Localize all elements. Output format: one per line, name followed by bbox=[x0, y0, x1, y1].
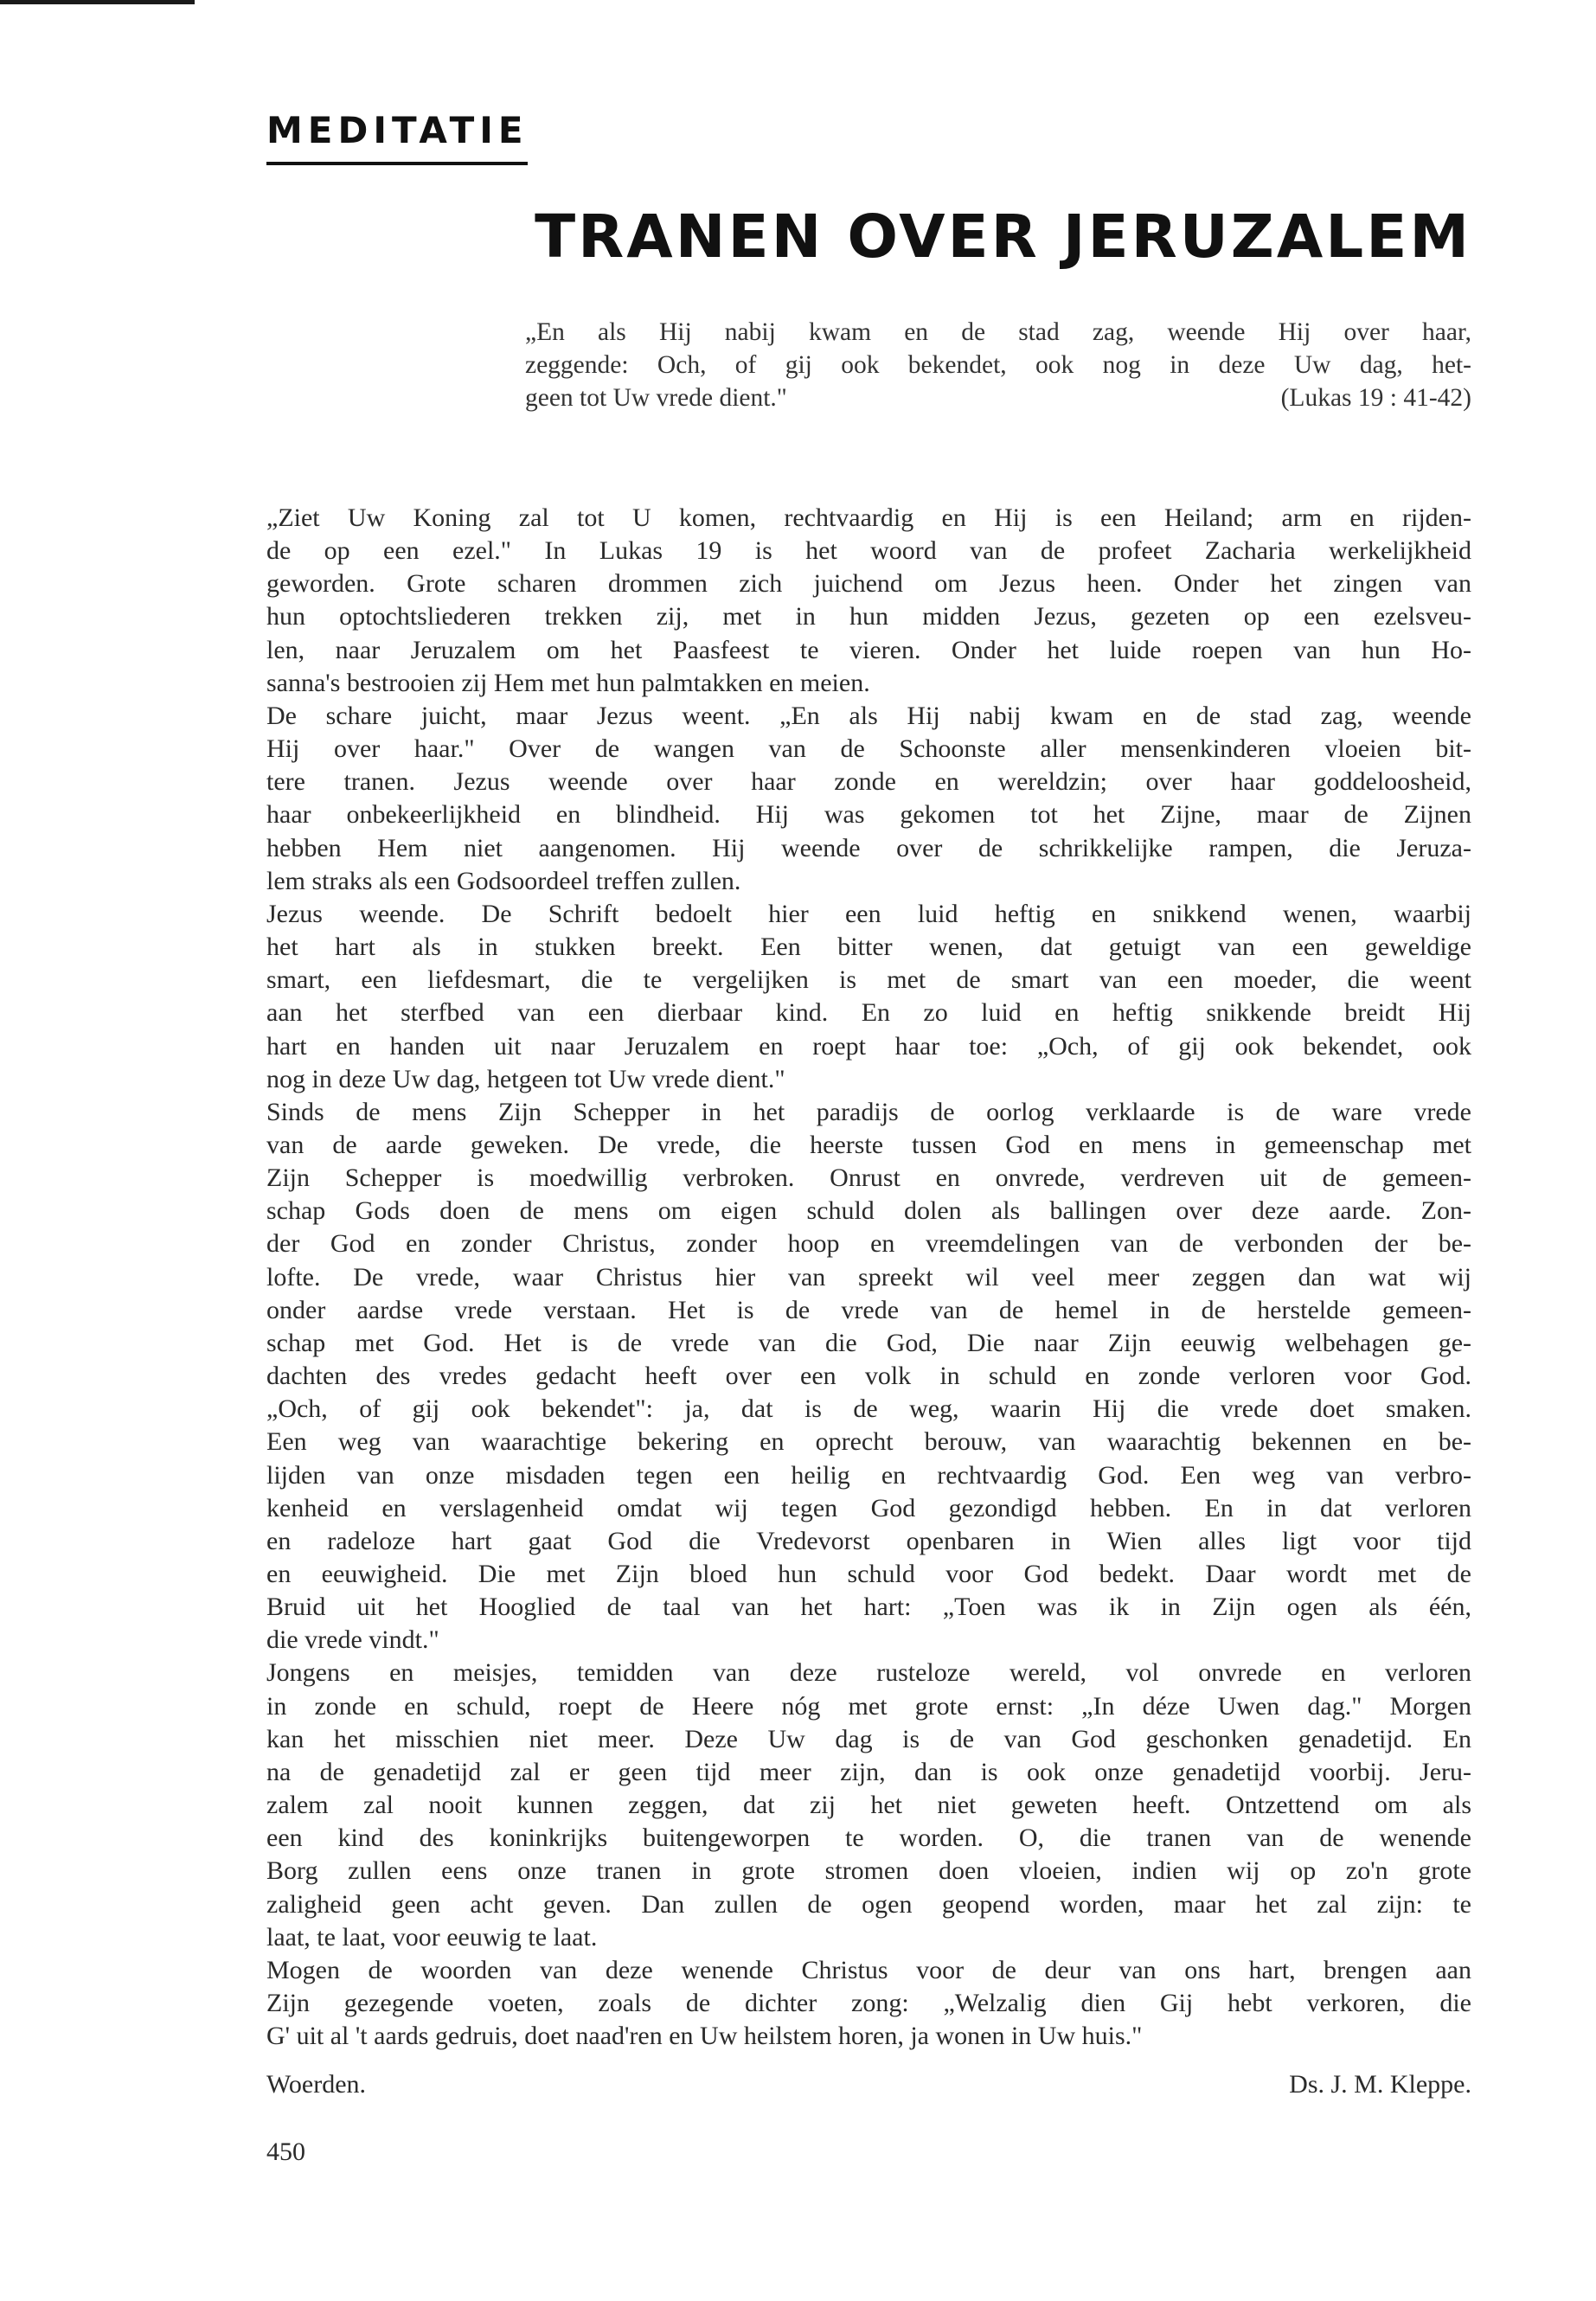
signature-line bbox=[266, 2072, 1471, 2098]
text-line: Hij over haar." Over de wangen van de Schoonste aller mensenkinderen vloeien bit- bbox=[266, 734, 1471, 764]
text-line: G' uit al 't aards gedruis, doet naad'ren en Uw heilstem horen, ja wonen in Uw huis." bbox=[266, 2022, 1143, 2051]
author-name: Ds. J. M. Kleppe. bbox=[1289, 2070, 1471, 2099]
text-line: het hart als in stukken breekt. Een bitter wenen, dat getuigt van een geweldige bbox=[266, 933, 1471, 962]
text-line: en radeloze hart gaat God die Vredevorst openbaren in Wien alles ligt voor tijd bbox=[266, 1526, 1471, 1555]
text-line: Bruid uit het Hooglied de taal van het hart: „Toen was ik in Zijn ogen als één, bbox=[266, 1593, 1471, 1622]
text-line: laat, te laat, voor eeuwig te laat. bbox=[266, 1922, 598, 1952]
article-body bbox=[266, 502, 1471, 2053]
text-line: zalem zal nooit kunnen zeggen, dat zij het niet geweten heeft. Ontzettend om als bbox=[266, 1791, 1471, 1820]
top-edge-mark bbox=[0, 0, 195, 4]
text-line: Zijn Schepper is moedwillig verbroken. Onrust en onvrede, verdreven uit de gemeen- bbox=[266, 1163, 1471, 1193]
text-line: hart en handen uit naar Jeruzalem en roept haar toe: „Och, of gij ook bekendet, ook bbox=[266, 1031, 1471, 1061]
text-line: nog in deze Uw dag, hetgeen tot Uw vrede dient." bbox=[266, 1064, 785, 1093]
epigraph-line: geen tot Uw vrede dient." bbox=[525, 384, 787, 412]
text-line: Sinds de mens Zijn Schepper in het paradijs de oorlog verklaarde is de ware vrede bbox=[266, 1097, 1471, 1126]
text-line: len, naar Jeruzalem om het Paasfeest te vieren. Onder het luide roepen van hun Ho- bbox=[266, 635, 1471, 664]
text-line: van de aarde geweken. De vrede, die heerste tussen God en mens in gemeenschap met bbox=[266, 1130, 1471, 1159]
paragraph bbox=[266, 898, 1471, 1096]
text-line: tere tranen. Jezus weende over haar zonde en wereldzin; over haar goddeloosheid, bbox=[266, 767, 1471, 797]
text-line: haar onbekeerlijkheid en blindheid. Hij was gekomen tot het Zijne, maar de Zijnen bbox=[266, 800, 1471, 830]
text-line: de op een ezel." In Lukas 19 is het woord van de profeet Zacharia werkelijkheid bbox=[266, 536, 1471, 566]
text-line: „Ziet Uw Koning zal tot U komen, rechtvaardig en Hij is een Heiland; arm en rijden- bbox=[266, 503, 1471, 532]
paragraph bbox=[266, 700, 1471, 898]
epigraph bbox=[525, 316, 1471, 414]
text-line: lofte. De vrede, waar Christus hier van spreekt wil veel meer zeggen dan wat wij bbox=[266, 1262, 1471, 1292]
text-line: in zonde en schuld, roept de Heere nóg met grote ernst: „In déze Uwen dag." Morgen bbox=[266, 1691, 1471, 1721]
paragraph bbox=[266, 502, 1471, 700]
text-line: sanna's bestrooien zij Hem met hun palmtakken en meien. bbox=[266, 668, 870, 697]
article-title: TRANEN OVER JERUZALEM bbox=[535, 202, 1471, 272]
text-line: hebben Hem niet aangenomen. Hij weende over de schrikkelijke rampen, die Jeruza- bbox=[266, 833, 1471, 862]
text-line: der God en zonder Christus, zonder hoop en vreemdelingen van de verbonden der be- bbox=[266, 1229, 1471, 1259]
text-line: na de genadetijd zal er geen tijd meer zijn, dan is ook onze genadetijd voorbij. Jeru- bbox=[266, 1757, 1471, 1786]
paragraph bbox=[266, 1954, 1471, 2053]
section-label: MEDITATIE bbox=[266, 109, 529, 151]
text-line: hun optochtsliederen trekken zij, met in hun midden Jezus, gezeten op een ezelsveu- bbox=[266, 602, 1471, 631]
text-line: een kind des koninkrijks buitengeworpen te worden. O, die tranen van de wenende bbox=[266, 1823, 1471, 1853]
text-line: smart, een liefdesmart, die te vergelijken is met de smart van een moeder, die weent bbox=[266, 965, 1471, 995]
text-line: Zijn gezegende voeten, zoals de dichter zong: „Welzalig dien Gij hebt verkoren, die bbox=[266, 1989, 1471, 2018]
text-line: lijden van onze misdaden tegen een heilig en rechtvaardig God. Een weg van verbro- bbox=[266, 1460, 1471, 1490]
text-line: Jezus weende. De Schrift bedoelt hier een luid heftig en snikkend wenen, waarbij bbox=[266, 899, 1471, 928]
text-line: lem straks als een Godsoordeel treffen zullen. bbox=[266, 866, 741, 895]
text-line: Een weg van waarachtige bekering en oprecht berouw, van waarachtig bekennen en be- bbox=[266, 1427, 1471, 1457]
text-line: dachten des vredes gedacht heeft over een volk in schuld en zonde verloren voor God. bbox=[266, 1362, 1471, 1391]
epigraph-line: „En als Hij nabij kwam en de stad zag, weende Hij over haar, bbox=[525, 318, 1471, 346]
paragraph bbox=[266, 1096, 1471, 1657]
text-line: onder aardse vrede verstaan. Het is de vrede van de hemel in de herstelde gemeen- bbox=[266, 1295, 1471, 1324]
text-line: kenheid en verslagenheid omdat wij tegen God gezondigd hebben. En in dat verloren bbox=[266, 1493, 1471, 1522]
text-line: kan het misschien niet meer. Deze Uw dag is de van God geschonken genadetijd. En bbox=[266, 1724, 1471, 1753]
text-line: De schare juicht, maar Jezus weent. „En als Hij nabij kwam en de stad zag, weende bbox=[266, 701, 1471, 730]
text-line: Borg zullen eens onze tranen in grote stromen doen vloeien, indien wij op zo'n grote bbox=[266, 1856, 1471, 1886]
text-line: aan het sterfbed van een dierbaar kind. En zo luid en heftig snikkende breidt Hij bbox=[266, 998, 1471, 1028]
paragraph bbox=[266, 1657, 1471, 1953]
page-number: 450 bbox=[266, 2138, 305, 2166]
place-name: Woerden. bbox=[266, 2070, 367, 2099]
text-line: die vrede vindt." bbox=[266, 1625, 439, 1655]
text-line: geworden. Grote scharen drommen zich juichend om Jezus heen. Onder het zingen van bbox=[266, 569, 1471, 599]
text-line: Jongens en meisjes, temidden van deze rusteloze wereld, vol onvrede en verloren bbox=[266, 1658, 1471, 1688]
epigraph-last-line bbox=[525, 381, 1471, 414]
scripture-reference: (Lukas 19 : 41-42) bbox=[1280, 384, 1471, 412]
text-line: schap met God. Het is de vrede van die God, Die naar Zijn eeuwig welbehagen ge- bbox=[266, 1328, 1471, 1357]
epigraph-line: zeggende: Och, of gij ook bekendet, ook nog in deze Uw dag, het- bbox=[525, 351, 1471, 379]
section-underline bbox=[266, 162, 528, 165]
text-line: en eeuwigheid. Die met Zijn bloed hun schuld voor God bedekt. Daar wordt met de bbox=[266, 1560, 1471, 1588]
text-line: zaligheid geen acht geven. Dan zullen de ogen geopend worden, maar het zal zijn: te bbox=[266, 1889, 1471, 1919]
text-line: „Och, of gij ook bekendet": ja, dat is de weg, waarin Hij die vrede doet smaken. bbox=[266, 1394, 1471, 1424]
text-line: Mogen de woorden van deze wenende Christus voor de deur van ons hart, brengen aan bbox=[266, 1955, 1471, 1984]
text-line: schap Gods doen de mens om eigen schuld dolen als ballingen over deze aarde. Zon- bbox=[266, 1196, 1471, 1226]
